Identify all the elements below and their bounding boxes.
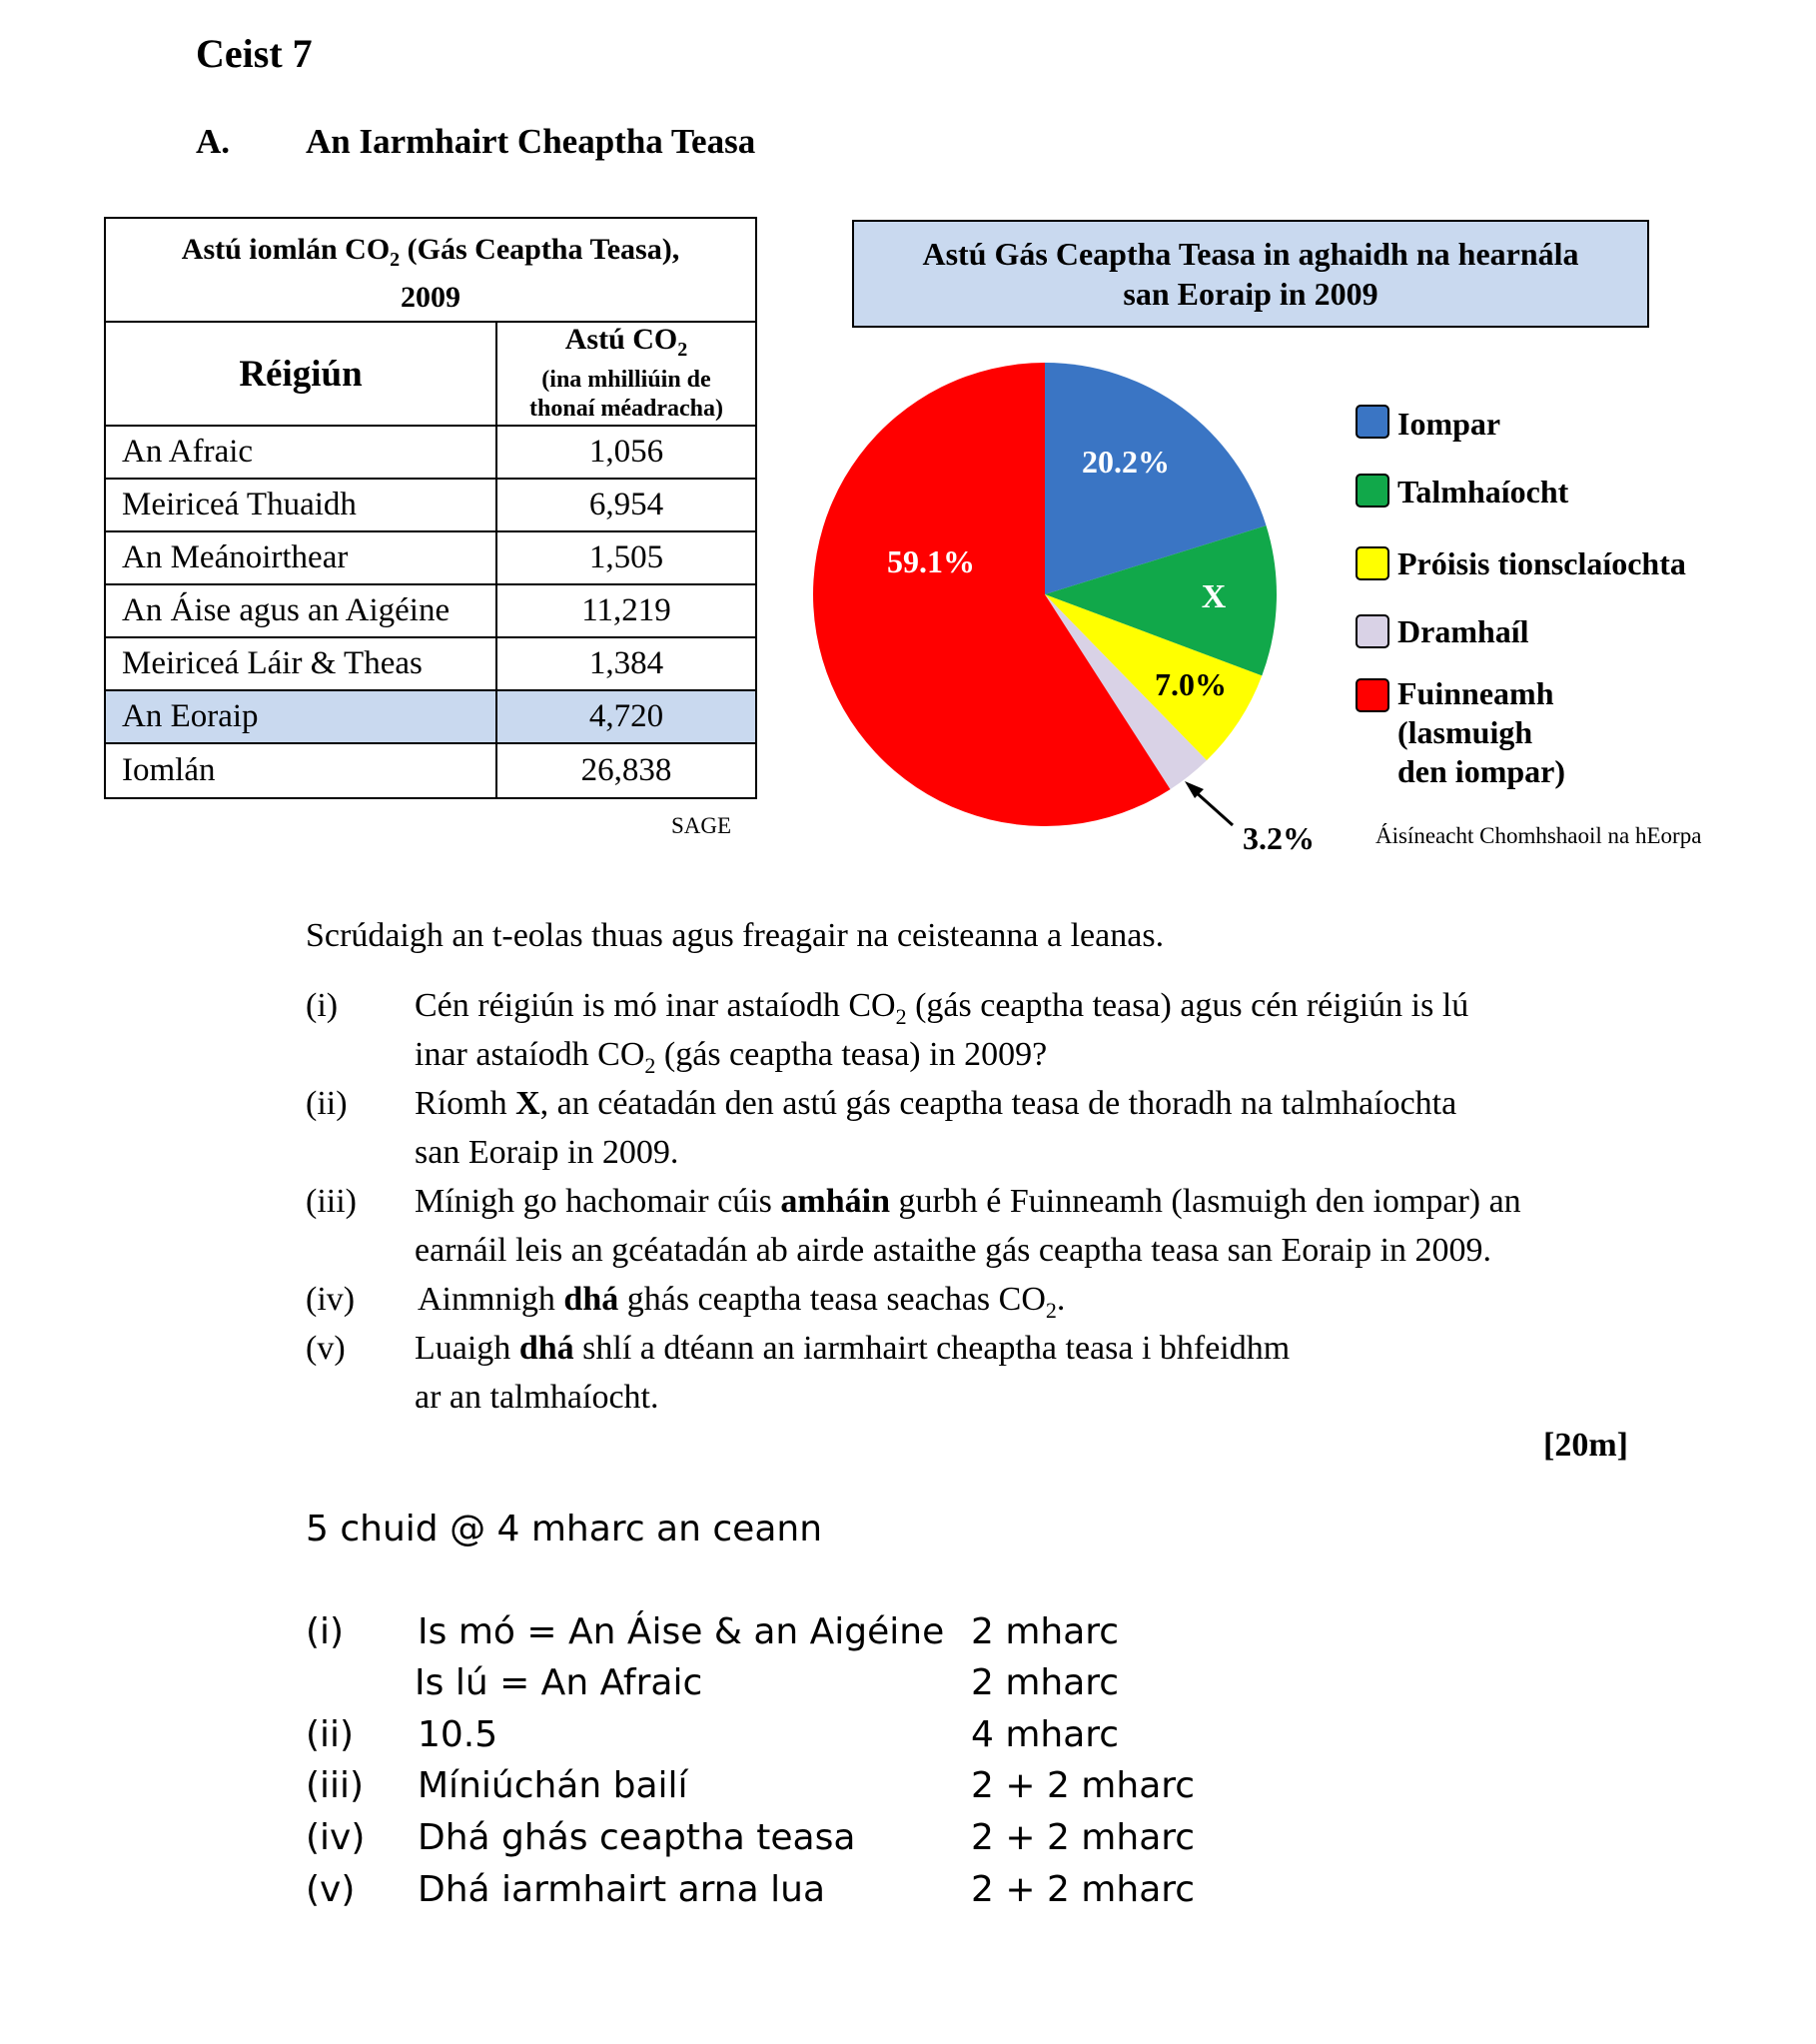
answer-marks: 2 + 2 mharc bbox=[971, 1817, 1196, 1858]
region-cell: An Afraic bbox=[106, 427, 497, 478]
value-cell: 1,056 bbox=[588, 434, 664, 470]
chart-title: Astú Gás Ceaptha Teasa in aghaidh na hearnála san Eoraip in 2009 bbox=[852, 220, 1649, 328]
question-number: (iv) bbox=[306, 1281, 356, 1318]
answer-number: (ii) bbox=[306, 1714, 355, 1755]
region-cell: An Áise agus an Aigéine bbox=[106, 585, 497, 636]
table-header-row bbox=[106, 321, 755, 425]
value-cell: 11,219 bbox=[581, 592, 671, 628]
answer-text: Is lú = An Afraic bbox=[415, 1662, 703, 1703]
question-5-line-2: ar an talmhaíocht. bbox=[415, 1379, 659, 1416]
questions-intro: Scrúdaigh an t-eolas thuas agus freagair na ceisteanna a leanas. bbox=[306, 917, 1165, 954]
section-title: An Iarmhairt Cheaptha Teasa bbox=[306, 122, 756, 161]
answers-header: 5 chuid @ 4 mharc an ceann bbox=[306, 1509, 823, 1549]
region-cell: An Eoraip bbox=[106, 691, 497, 742]
pie-chart bbox=[779, 345, 1315, 874]
legend-label-talmhaiocht: Talmhaíocht bbox=[1397, 474, 1569, 510]
pie-data-label-2: 7.0% bbox=[1155, 666, 1227, 702]
table-row-highlighted bbox=[106, 689, 755, 742]
leader-line bbox=[1195, 791, 1233, 825]
answer-marks: 4 mharc bbox=[971, 1714, 1120, 1755]
question-5-line-1: Luaigh dhá shlí a dtéann an iarmhairt cheaptha teasa i bhfeidhm bbox=[415, 1330, 1291, 1367]
question-1-line-2: inar astaíodh $CO_2$ (gás ceaptha teasa) in 2009? bbox=[415, 1036, 1048, 1078]
column-header-emissions: Astú $CO_2$ (ina mhilliúin de thonaí méadracha) bbox=[529, 323, 723, 422]
value-cell: 26,838 bbox=[580, 752, 672, 788]
legend-label-fuinneamh: Fuinneamh (lasmuigh den iompar) bbox=[1397, 675, 1565, 789]
question-number: (i) bbox=[306, 987, 339, 1024]
table-row bbox=[106, 530, 755, 583]
answer-marks: 2 + 2 mharc bbox=[971, 1869, 1196, 1910]
answer-text: Míniúchán bailí bbox=[418, 1765, 688, 1806]
question-number: (iii) bbox=[306, 1183, 357, 1220]
question-number: (v) bbox=[306, 1330, 346, 1367]
legend-swatch-iompar bbox=[1356, 405, 1389, 439]
value-cell: 1,505 bbox=[588, 539, 664, 575]
answer-number: (i) bbox=[306, 1611, 345, 1652]
total-marks: [20m] bbox=[1543, 1427, 1628, 1464]
value-cell: 1,384 bbox=[588, 645, 664, 681]
legend-label-dramhail: Dramhaíl bbox=[1397, 613, 1529, 649]
section-letter: A. bbox=[196, 122, 231, 161]
legend-label-proisis: Próisis tionsclaíochta bbox=[1397, 545, 1686, 581]
answer-text: Is mó = An Áise & an Aigéine bbox=[418, 1611, 945, 1652]
answer-number: (iii) bbox=[306, 1765, 365, 1806]
legend-swatch-proisis bbox=[1356, 546, 1389, 580]
answer-text: Dhá iarmhairt arna lua bbox=[418, 1869, 826, 1910]
answer-marks: 2 mharc bbox=[971, 1662, 1120, 1703]
region-cell: Meiriceá Láir & Theas bbox=[106, 638, 497, 689]
question-number: (ii) bbox=[306, 1085, 348, 1122]
emissions-table bbox=[104, 217, 757, 799]
column-header-region: Réigiún bbox=[106, 323, 497, 425]
question-3-line-1: Mínigh go hachomair cúis amháin gurbh é Fuinneamh (lasmuigh den iompar) an bbox=[415, 1183, 1521, 1220]
table-source: SAGE bbox=[671, 813, 732, 838]
question-4-line-1: Ainmnigh dhá ghás ceaptha teasa seachas $CO_2$. bbox=[418, 1281, 1066, 1323]
table-title: Astú iomlán $CO_2$ (Gás Ceaptha Teasa), 2009 bbox=[181, 233, 680, 314]
region-cell: Meiriceá Thuaidh bbox=[106, 480, 497, 530]
pie-data-label-0: 20.2% bbox=[1082, 444, 1170, 480]
question-2-line-1: Ríomh X, an céatadán den astú gás ceaptha teasa de thoradh na talmhaíochta bbox=[415, 1085, 1457, 1122]
table-row bbox=[106, 636, 755, 689]
question-1-line-1: Cén réigiún is mó inar astaíodh $CO_2$ (gás ceaptha teasa) agus cén réigiún is lú bbox=[415, 987, 1469, 1029]
table-row bbox=[106, 478, 755, 530]
legend-swatch-dramhail bbox=[1356, 614, 1389, 648]
table-row bbox=[106, 425, 755, 478]
pie-data-label-1: X bbox=[1201, 578, 1227, 615]
question-2-line-2: san Eoraip in 2009. bbox=[415, 1134, 679, 1171]
table-row-total bbox=[106, 742, 755, 797]
answer-marks: 2 + 2 mharc bbox=[971, 1765, 1196, 1806]
chart-source: Áisíneacht Chomhshaoil na hEorpa bbox=[1375, 823, 1702, 848]
table-row bbox=[106, 583, 755, 636]
pie-data-label-4: 59.1% bbox=[887, 543, 975, 579]
answer-text: Dhá ghás ceaptha teasa bbox=[418, 1817, 856, 1858]
answer-text: 10.5 bbox=[418, 1714, 498, 1755]
question-heading: Ceist 7 bbox=[196, 31, 313, 76]
pie-data-label-3: 3.2% bbox=[1243, 820, 1315, 856]
question-3-line-2: earnáil leis an gcéatadán ab airde astaithe gás ceaptha teasa san Eoraip in 2009. bbox=[415, 1232, 1492, 1269]
answer-number: (iv) bbox=[306, 1817, 366, 1858]
legend-label-iompar: Iompar bbox=[1397, 406, 1501, 442]
answer-number: (v) bbox=[306, 1869, 356, 1910]
region-cell: Iomlán bbox=[106, 744, 497, 797]
value-cell: 4,720 bbox=[588, 698, 664, 734]
answer-marks: 2 mharc bbox=[971, 1611, 1120, 1652]
legend-swatch-fuinneamh bbox=[1356, 678, 1389, 712]
legend-swatch-talmhaiocht bbox=[1356, 474, 1389, 508]
value-cell: 6,954 bbox=[588, 487, 664, 522]
region-cell: An Meánoirthear bbox=[106, 532, 497, 583]
